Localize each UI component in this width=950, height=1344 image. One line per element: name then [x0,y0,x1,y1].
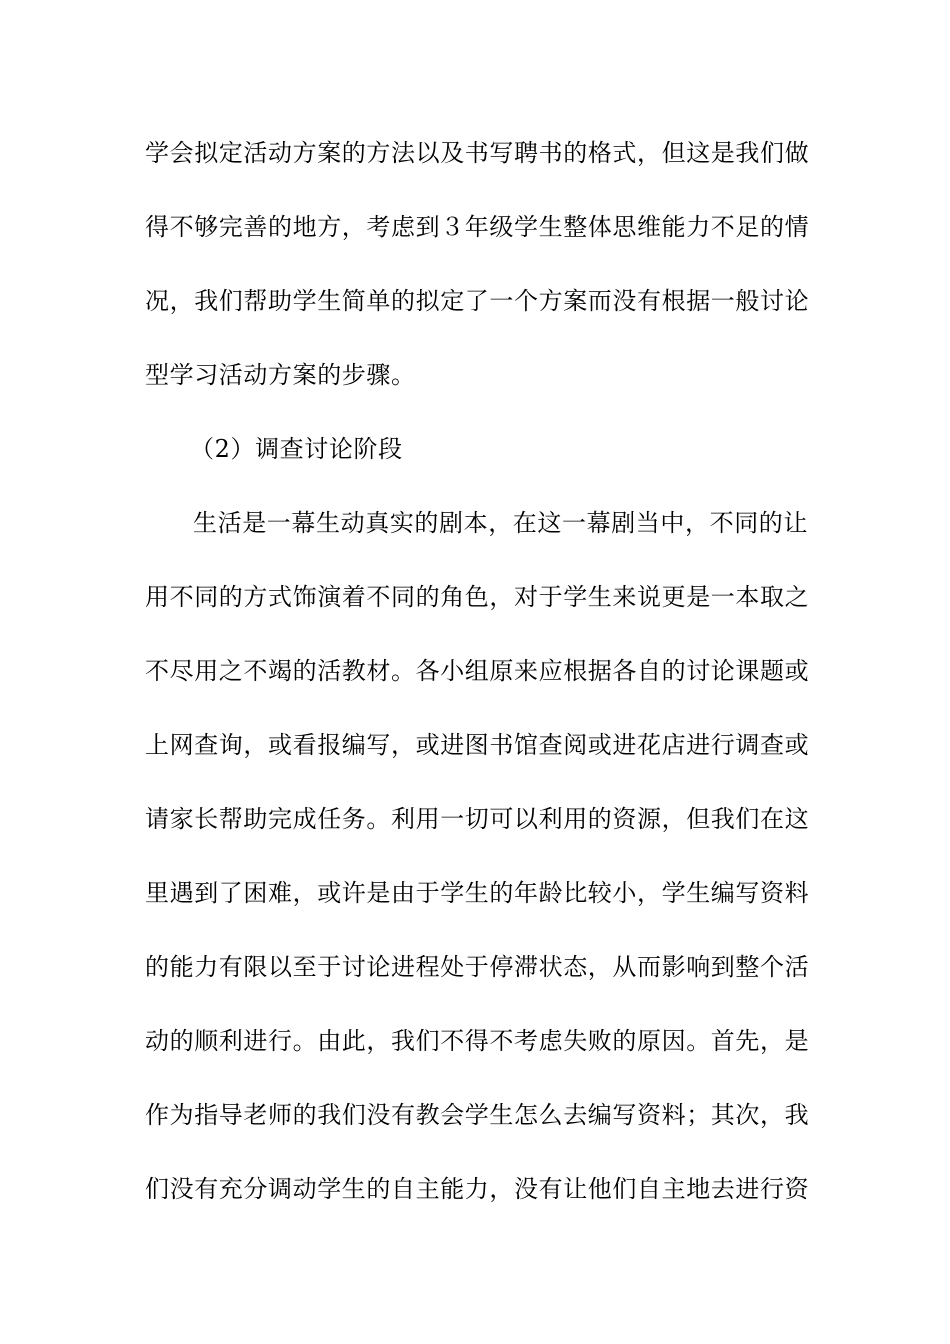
paragraph-line: 不尽用之不竭的活教材。各小组原来应根据各自的讨论课题或 [145,657,810,685]
section-heading: （2）调查讨论阶段 [190,435,403,463]
paragraph-line: 学会拟定活动方案的方法以及书写聘书的格式，但这是我们做 [145,139,810,167]
paragraph-line: 上网查询，或看报编写，或进图书馆查阅或进花店进行调查或 [145,731,810,759]
paragraph-line: 里遇到了困难，或许是由于学生的年龄比较小，学生编写资料 [145,879,810,907]
paragraph-line: 生活是一幕生动真实的剧本，在这一幕剧当中，不同的让 [193,509,808,537]
paragraph-line: 况，我们帮助学生简单的拟定了一个方案而没有根据一般讨论 [145,287,810,315]
paragraph-line: 的能力有限以至于讨论进程处于停滞状态，从而影响到整个活 [145,953,810,981]
paragraph-line: 用不同的方式饰演着不同的角色，对于学生来说更是一本取之 [145,583,810,611]
paragraph-line: 型学习活动方案的步骤。 [145,361,416,389]
paragraph-line: 们没有充分调动学生的自主能力，没有让他们自主地去进行资 [145,1175,810,1203]
paragraph-line: 作为指导老师的我们没有教会学生怎么去编写资料；其次，我 [145,1101,810,1129]
paragraph-line: 得不够完善的地方，考虑到３年级学生整体思维能力不足的情 [145,213,810,241]
paragraph-line: 动的顺利进行。由此，我们不得不考虑失败的原因。首先，是 [145,1027,810,1055]
paragraph-line: 请家长帮助完成任务。利用一切可以利用的资源，但我们在这 [145,805,810,833]
